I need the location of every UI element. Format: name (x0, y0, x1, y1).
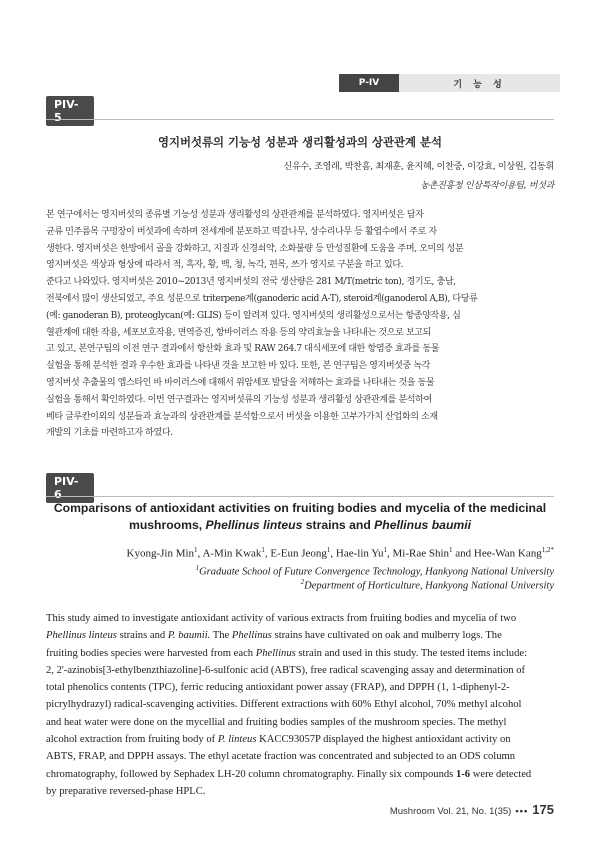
body-line: (예: ganoderan B), proteoglycan(예: GLIS) 등이 알려져 있다. 영지버섯의 생리활성으로서는 항종양작용, 심 (46, 310, 461, 321)
body-line: 영지버섯 추출물의 엡스타인 바 바이러스에 대해서 위암세포 발달을 저해하는 효과를 나타내는 것을 동물 (46, 377, 435, 388)
abstract-title-en (46, 500, 554, 534)
divider-piv5 (46, 119, 554, 120)
affiliation-ko: 농촌진흥청 인삼특작이용팀, 버섯과 (420, 181, 554, 191)
author: E-Eun Jeong (270, 547, 327, 560)
body-line: fruiting bodies species were harvested from each Phellinus strain and used in this study. The tested items include: (46, 647, 528, 659)
authors-en: Kyong-Jin Min$^1$, A-Min Kwak$^1$, E-Eun Jeong$^1$, Hae-lin Yu$^1$, Mi-Rae Shin$^1$ and Hee-Wan Kang$^{1,2*}$ (126, 546, 554, 560)
author: Hee-Wan Kang (473, 547, 542, 560)
title-line: Comparisons of antioxidant activities on fruiting bodies and mycelia of the medicinal (53, 501, 547, 515)
author: Kyong-Jin Min (126, 547, 195, 560)
page-number: 175 (532, 802, 554, 817)
section-number: P-IV (339, 74, 399, 92)
abstract-label-piv5: PIV-5 (46, 103, 94, 119)
body-line: 개발의 기초를 마련하고자 하였다. (46, 428, 173, 439)
affiliation-en-2: $^2$Department of Horticulture, Hankyong National University (300, 578, 554, 592)
body-line: 혈관계에 대한 작용, 세포보호작용, 면역증진, 항바이러스 작용 등의 약리효능을 나타내는 것으로 보고되 (46, 327, 431, 338)
author: Hae-lin Yu (335, 547, 384, 560)
body-line: 생한다. 영지버섯은 한방에서 골을 강화하고, 지질과 신경쇠약, 소화불량 등 만성질환에 도움을 주며, 오미의 성분 (46, 243, 464, 254)
affiliation-en-1: $^1$Graduate School of Future Convergence Technology, Hankyong National University (195, 564, 554, 578)
footer-dots: ••• (515, 806, 529, 817)
body-line: picrylhydrazyl) radical-scavenging activities. Different extractions with 60% Ethyl alcohol, 70% methyl alcohol (46, 699, 522, 711)
author: Mi-Rae Shin (392, 547, 450, 560)
body-line: 본 연구에서는 영지버섯의 종류별 기능성 성분과 생리활성의 상관관계를 분석하였다. 영지버섯은 담자 (46, 210, 424, 220)
page-footer (390, 802, 554, 817)
author: A-Min Kwak (202, 547, 262, 560)
divider-piv6 (46, 496, 554, 497)
body-line: 영지버섯은 색상과 형상에 따라서 적, 흑자, 황, 백, 청, 녹각, 편목, 쓰가 영지로 구분을 하고 있다. (46, 260, 404, 271)
body-line: This study aimed to investigate antioxidant activity of various extracts from fruiting bodies and mycelia of two (46, 613, 517, 624)
abstract-body-ko (46, 207, 554, 442)
authors-ko: 신유수, 조영래, 박찬흠, 최재훈, 윤지혜, 이찬중, 이강효, 이상원, 김동휘 (283, 162, 554, 172)
journal-name: Mushroom Vol. 21, No. 1(35) (389, 806, 512, 817)
section-topic: 기 능 성 (399, 74, 560, 92)
body-line: Phellinus linteus strains and P. baumii. The Phellinus strains have cultivated on oak and mulberry logs. The (46, 630, 502, 642)
section-header-tab (339, 74, 560, 92)
title-line: mushrooms, Phellinus linteus strains and Phellinus baumii (128, 518, 471, 532)
body-line: 2, 2'-azinobis[3-ethylbenzthiazoline]-6-sulfonic acid (ABTS), free radical scavenging assay and determination of (46, 664, 526, 676)
abstract-title-ko: 영지버섯류의 기능성 성분과 생리활성과의 상관관계 분석 (158, 135, 442, 149)
body-line: 균류 민주름목 구멍장이 버섯과에 속하며 전세계에 분포하고 떡갈나무, 상수리나무 등 활엽수에서 주로 자 (46, 226, 437, 237)
body-line: by preparative reversed-phase HPLC. (46, 785, 206, 797)
body-line: chromatography, followed by Sephadex LH-20 column chromatography. Finally six compounds 1-6 were detected (46, 768, 532, 780)
body-line: total phenolics contents (TPC), ferric reducing antioxidant power assay (FRAP), and DPPH (1, 1-diphenyl-2- (46, 682, 510, 694)
abstract-label-piv6: PIV-6 (46, 480, 94, 496)
body-line: 실험을 통해 분석한 결과 우수한 효과를 나타낸 것을 보고한 바 있다. 또한, 본 연구팀은 영지버섯중 녹각 (46, 361, 430, 372)
body-line: 준다고 나와있다. 영지버섯은 2010~2013년 영지버섯의 전국 생산량은 281 M/T(metric ton), 경기도, 충남, (46, 277, 456, 288)
body-line: and heat water were done on the mycellial and fruiting bodies samples of the mushroom species. The methyl (46, 716, 507, 728)
body-line: 고 있고, 본연구팀의 이전 연구 결과에서 항산화 효과 및 RAW 264.7 대식세포에 대한 항염증 효과를 동물 (46, 344, 440, 355)
abstract-body-en (46, 610, 554, 800)
body-line: 전북에서 많이 생산되었고, 주요 성분으로 triterpene계(ganoderic acid A-T), steroid계(ganoderol A,B), 다당류 (46, 293, 478, 304)
body-line: alcohol extraction from fruiting body of P. linteus KACC93057P displayed the highest antioxidant activity on (46, 734, 511, 746)
body-line: ABTS, FRAP, and DPPH assays. The ethyl acetate fraction was concentrated and subjected to an ODS column (46, 751, 516, 763)
body-line: 베타 글루칸이외의 성분들과 효능과의 상관관계를 분석함으로서 버섯을 이용한 고부가가치 산업화의 소재 (46, 411, 438, 422)
body-line: 실험을 통해서 확인하였다. 이번 연구결과는 영지버섯류의 기능성 성분과 생리활성 상관관계를 분석하여 (46, 394, 432, 405)
